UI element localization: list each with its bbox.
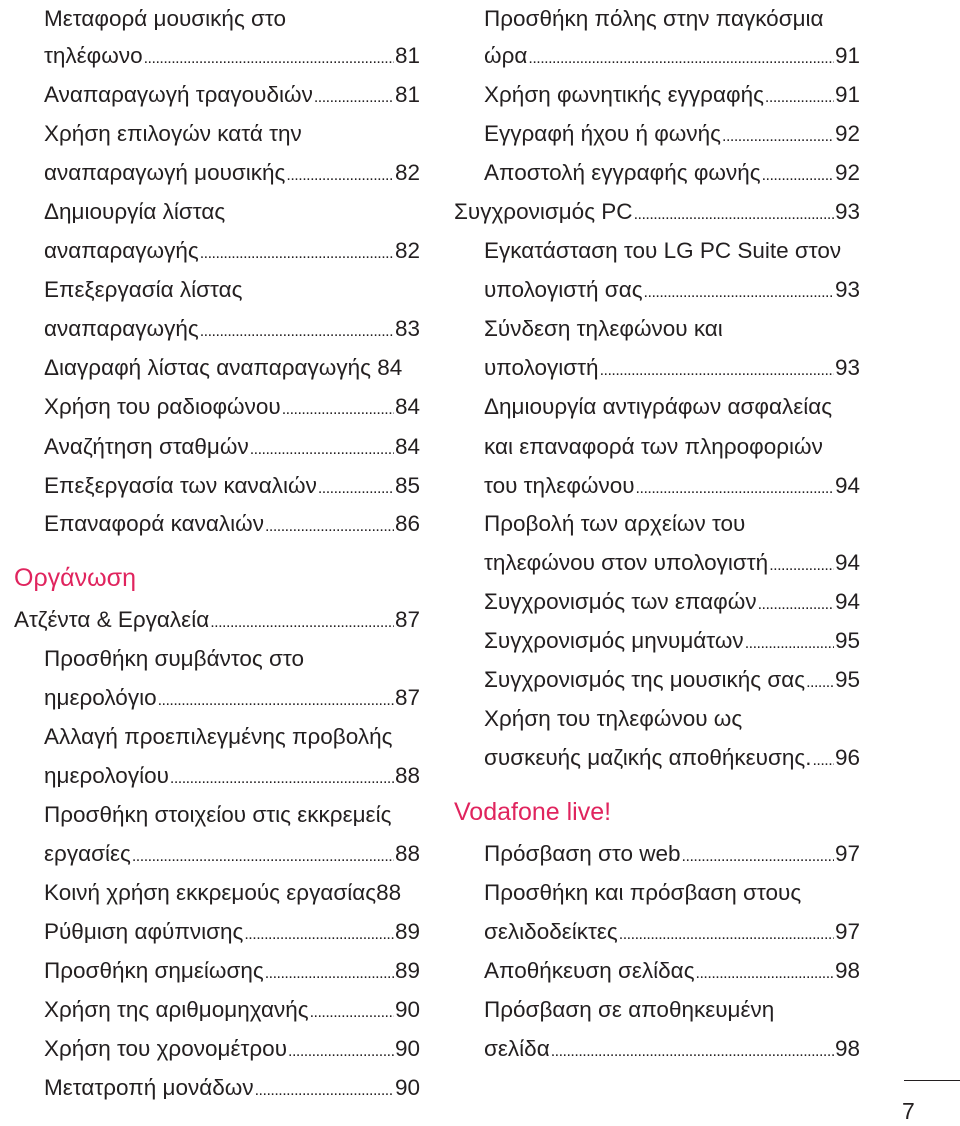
toc-page-number: 87 bbox=[394, 685, 420, 710]
dot-leader bbox=[288, 1033, 394, 1071]
toc-entry-text: Πρόσβαση σε αποθηκευμένη bbox=[484, 997, 775, 1022]
toc-entry-text: Μετατροπή μονάδων bbox=[44, 1075, 254, 1100]
dot-leader bbox=[200, 235, 394, 273]
toc-entry-text: Αναπαραγωγή τραγουδιών bbox=[44, 82, 313, 107]
dot-leader bbox=[634, 196, 834, 234]
toc-entry-text: Προσθήκη συμβάντος στο bbox=[44, 646, 304, 671]
toc-entry bbox=[484, 467, 860, 505]
toc-entry-text: Αποθήκευση σελίδας bbox=[484, 958, 695, 983]
toc-entry-text: σελιδοδείκτες bbox=[484, 919, 618, 944]
toc-entry-text: Συγχρονισμός μηνυμάτων bbox=[484, 628, 744, 653]
dot-leader bbox=[210, 604, 394, 642]
toc-entry-text: Κοινή χρήση εκκρεμούς εργασίας88 bbox=[44, 880, 402, 905]
toc-entry bbox=[484, 349, 860, 387]
toc-page-number: 86 bbox=[394, 511, 420, 536]
toc-entry bbox=[44, 310, 420, 348]
toc-entry bbox=[484, 583, 860, 621]
toc-page-number: 93 bbox=[834, 199, 860, 224]
dot-leader bbox=[600, 352, 834, 390]
dot-leader bbox=[762, 157, 834, 195]
page-number-rule bbox=[904, 1080, 960, 1081]
toc-entry bbox=[44, 835, 420, 873]
toc-page-number: 90 bbox=[394, 1075, 420, 1100]
toc-entry bbox=[44, 505, 420, 543]
toc-entry-text: εργασίες bbox=[44, 841, 131, 866]
toc-entry bbox=[484, 739, 860, 777]
dot-leader bbox=[170, 760, 394, 798]
toc-entry-text: Δημιουργία λίστας bbox=[44, 199, 226, 224]
toc-entry-text: συσκευής μαζικής αποθήκευσης. bbox=[484, 745, 812, 770]
dot-leader bbox=[265, 955, 394, 993]
toc-entry-text: τηλέφωνο bbox=[44, 43, 143, 68]
toc-entry bbox=[484, 952, 860, 990]
toc-page-number: 83 bbox=[394, 316, 420, 341]
section-title: Vodafone live! bbox=[454, 798, 612, 826]
toc-heading bbox=[454, 193, 860, 231]
section-title: Οργάνωση bbox=[14, 564, 136, 592]
toc-entry-text: Μεταφορά μουσικής στο bbox=[44, 6, 287, 31]
toc-entry bbox=[44, 76, 420, 114]
toc-entry bbox=[44, 991, 420, 1029]
toc-entry-text: Επεξεργασία των καναλιών bbox=[44, 473, 317, 498]
toc-entry bbox=[484, 835, 860, 873]
dot-leader bbox=[314, 79, 394, 117]
toc-page-number: 93 bbox=[834, 355, 860, 380]
toc-page-number: 88 bbox=[394, 841, 420, 866]
toc-page-number: 81 bbox=[394, 82, 420, 107]
toc-page-number: 93 bbox=[834, 277, 860, 302]
toc-entry-text: Σύνδεση τηλεφώνου και bbox=[484, 316, 723, 341]
toc-page-number: 96 bbox=[834, 745, 860, 770]
dot-leader bbox=[132, 838, 394, 876]
dot-leader bbox=[551, 1033, 834, 1071]
dot-leader bbox=[644, 274, 834, 312]
toc-entry bbox=[44, 1030, 420, 1068]
dot-leader bbox=[745, 625, 834, 663]
toc-page-number: 95 bbox=[834, 628, 860, 653]
toc-entry-text: Συγχρονισμός PC bbox=[454, 199, 633, 224]
toc-entry-text: ημερολογίου bbox=[44, 763, 169, 788]
dot-leader bbox=[722, 118, 834, 156]
toc-entry bbox=[44, 232, 420, 270]
toc-entry bbox=[44, 679, 420, 717]
toc-entry-text: αναπαραγωγής bbox=[44, 316, 199, 341]
toc-entry bbox=[44, 428, 420, 466]
toc-entry-text: Χρήση του ραδιοφώνου bbox=[44, 394, 281, 419]
page-number: 7 bbox=[902, 1098, 915, 1124]
toc-entry bbox=[484, 37, 860, 75]
toc-page-number: 91 bbox=[834, 82, 860, 107]
toc-page-number: 97 bbox=[834, 919, 860, 944]
dot-leader bbox=[310, 994, 394, 1032]
toc-entry-text: ώρα bbox=[484, 43, 528, 68]
toc-entry bbox=[484, 76, 860, 114]
toc-page-number: 81 bbox=[394, 43, 420, 68]
toc-entry-text: Ρύθμιση αφύπνισης bbox=[44, 919, 244, 944]
toc-page-number: 90 bbox=[394, 997, 420, 1022]
dot-leader bbox=[250, 431, 394, 469]
toc-page-number: 94 bbox=[834, 589, 860, 614]
toc-page-number: 84 bbox=[394, 434, 420, 459]
toc-page-number: 84 bbox=[394, 394, 420, 419]
toc-entry-text: Αποστολή εγγραφής φωνής bbox=[484, 160, 761, 185]
toc-page-number: 92 bbox=[834, 121, 860, 146]
toc-page-number: 85 bbox=[394, 473, 420, 498]
toc-entry-text: Χρήση επιλογών κατά την bbox=[44, 121, 302, 146]
toc-page-number: 82 bbox=[394, 160, 420, 185]
toc-entry bbox=[484, 1030, 860, 1068]
dot-leader bbox=[144, 40, 394, 78]
toc-page-number: 92 bbox=[834, 160, 860, 185]
dot-leader bbox=[200, 313, 394, 351]
toc-entry bbox=[44, 154, 420, 192]
toc-entry-text: Χρήση του χρονομέτρου bbox=[44, 1036, 287, 1061]
toc-entry-text: Αλλαγή προεπιλεγμένης προβολής bbox=[44, 724, 393, 749]
dot-leader bbox=[758, 586, 834, 624]
toc-entry bbox=[484, 544, 860, 582]
toc-entry-text: Προβολή των αρχείων του bbox=[484, 511, 746, 536]
dot-leader bbox=[255, 1072, 394, 1110]
toc-entry-text: Δημιουργία αντιγράφων ασφαλείας bbox=[484, 394, 833, 419]
toc-entry bbox=[44, 913, 420, 951]
toc-heading bbox=[14, 601, 420, 639]
toc-entry-text: Επαναφορά καναλιών bbox=[44, 511, 264, 536]
toc-entry bbox=[44, 37, 420, 75]
toc-entry bbox=[484, 661, 860, 699]
dot-leader bbox=[244, 916, 394, 954]
toc-page-number: 82 bbox=[394, 238, 420, 263]
toc-entry-text: και επαναφορά των πληροφοριών bbox=[484, 434, 823, 459]
toc-entry bbox=[484, 913, 860, 951]
toc-page-number: 88 bbox=[394, 763, 420, 788]
toc-entry-text: Εγκατάσταση του LG PC Suite στον bbox=[484, 238, 842, 263]
toc-entry-text: Προσθήκη στοιχείου στις εκκρεμείς bbox=[44, 802, 392, 827]
toc-entry-text: αναπαραγωγής bbox=[44, 238, 199, 263]
toc-entry bbox=[484, 115, 860, 153]
toc-page-number: 95 bbox=[834, 667, 860, 692]
toc-entry-text: αναπαραγωγή μουσικής bbox=[44, 160, 286, 185]
toc-entry-text: Προσθήκη σημείωσης bbox=[44, 958, 264, 983]
toc-page-number: 94 bbox=[834, 473, 860, 498]
dot-leader bbox=[765, 79, 834, 117]
toc-entry bbox=[484, 622, 860, 660]
dot-leader bbox=[636, 470, 834, 508]
toc-entry-text: σελίδα bbox=[484, 1036, 550, 1061]
toc-page-number: 89 bbox=[394, 919, 420, 944]
dot-leader bbox=[265, 508, 394, 546]
toc-page-number: 89 bbox=[394, 958, 420, 983]
toc-entry-text: Χρήση του τηλεφώνου ως bbox=[484, 706, 743, 731]
toc-entry bbox=[44, 757, 420, 795]
toc-entry-text: Αναζήτηση σταθμών bbox=[44, 434, 249, 459]
toc-entry bbox=[484, 154, 860, 192]
toc-entry-text: Προσθήκη πόλης στην παγκόσμια bbox=[484, 6, 824, 31]
dot-leader bbox=[318, 470, 394, 508]
toc-page-number: 97 bbox=[834, 841, 860, 866]
dot-leader bbox=[158, 682, 394, 720]
dot-leader bbox=[812, 742, 834, 780]
toc-entry-text: Συγχρονισμός των επαφών bbox=[484, 589, 757, 614]
dot-leader bbox=[769, 547, 834, 585]
toc-entry-text: Διαγραφή λίστας αναπαραγωγής 84 bbox=[44, 355, 403, 380]
toc-entry-text: υπολογιστή bbox=[484, 355, 599, 380]
toc-entry-text: Χρήση φωνητικής εγγραφής bbox=[484, 82, 764, 107]
toc-entry bbox=[44, 1069, 420, 1107]
dot-leader bbox=[696, 955, 834, 993]
toc-entry-text: Ατζέντα & Εργαλεία bbox=[14, 607, 210, 632]
toc-entry-text: του τηλεφώνου bbox=[484, 473, 635, 498]
toc-entry bbox=[44, 467, 420, 505]
dot-leader bbox=[806, 664, 834, 702]
toc-page-number: 87 bbox=[394, 607, 420, 632]
dot-leader bbox=[682, 838, 834, 876]
toc-page-number: 90 bbox=[394, 1036, 420, 1061]
dot-leader bbox=[286, 157, 394, 195]
dot-leader bbox=[528, 40, 834, 78]
toc-entry-text: Πρόσβαση στο web bbox=[484, 841, 681, 866]
toc-page-number: 91 bbox=[834, 43, 860, 68]
toc-entry-text: Συγχρονισμός της μουσικής σας bbox=[484, 667, 806, 692]
dot-leader bbox=[619, 916, 834, 954]
toc-entry-text: Προσθήκη και πρόσβαση στους bbox=[484, 880, 802, 905]
toc-page-number: 98 bbox=[834, 958, 860, 983]
toc-page-number: 98 bbox=[834, 1036, 860, 1061]
toc-entry-text: τηλεφώνου στον υπολογιστή bbox=[484, 550, 769, 575]
toc-entry bbox=[44, 388, 420, 426]
toc-entry-text: Εγγραφή ήχου ή φωνής bbox=[484, 121, 721, 146]
toc-entry bbox=[484, 271, 860, 309]
toc-entry bbox=[44, 952, 420, 990]
toc-page-number: 94 bbox=[834, 550, 860, 575]
dot-leader bbox=[282, 391, 394, 429]
toc-entry-text: υπολογιστή σας bbox=[484, 277, 643, 302]
toc-entry-text: Επεξεργασία λίστας bbox=[44, 277, 243, 302]
toc-entry-text: ημερολόγιο bbox=[44, 685, 157, 710]
toc-entry-text: Χρήση της αριθμομηχανής bbox=[44, 997, 309, 1022]
